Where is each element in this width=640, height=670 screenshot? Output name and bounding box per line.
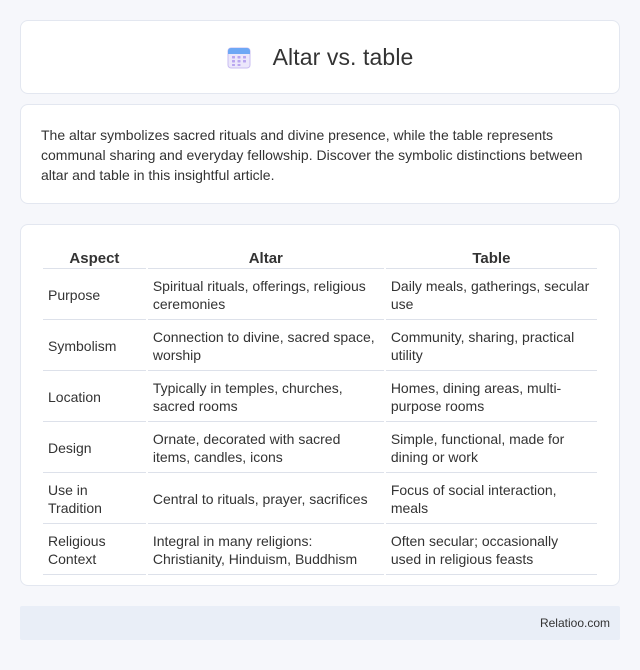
header-table: Table	[386, 247, 597, 269]
cell-altar: Central to rituals, prayer, sacrifices	[148, 475, 384, 524]
table-row	[43, 475, 597, 524]
cell-table: Often secular; occasionally used in religious feasts	[386, 526, 597, 575]
cell-altar: Spiritual rituals, offerings, religious ceremonies	[148, 271, 384, 320]
table-row	[43, 373, 597, 422]
cell-aspect: Use in Tradition	[43, 475, 146, 524]
header-altar: Altar	[148, 247, 384, 269]
table-row	[43, 271, 597, 320]
cell-altar: Connection to divine, sacred space, worship	[148, 322, 384, 371]
cell-table: Simple, functional, made for dining or work	[386, 424, 597, 473]
cell-altar: Ornate, decorated with sacred items, candles, icons	[148, 424, 384, 473]
comparison-table	[41, 245, 599, 577]
cell-aspect: Design	[43, 424, 146, 473]
cell-aspect: Location	[43, 373, 146, 422]
cell-table: Community, sharing, practical utility	[386, 322, 597, 371]
cell-altar: Typically in temples, churches, sacred rooms	[148, 373, 384, 422]
comparison-card	[20, 224, 620, 586]
calendar-icon	[227, 45, 251, 69]
cell-aspect: Purpose	[43, 271, 146, 320]
cell-aspect: Symbolism	[43, 322, 146, 371]
cell-table: Homes, dining areas, multi-purpose rooms	[386, 373, 597, 422]
cell-aspect: Religious Context	[43, 526, 146, 575]
footer-brand: Relatioo.com	[539, 616, 610, 630]
intro-card	[20, 104, 620, 204]
table-row	[43, 424, 597, 473]
cell-altar: Integral in many religions: Christianity, Hinduism, Buddhism	[148, 526, 384, 575]
page-title: Altar vs. table	[272, 43, 414, 70]
table-row	[43, 322, 597, 371]
title-card	[20, 20, 620, 94]
table-row	[43, 526, 597, 575]
cell-table: Focus of social interaction, meals	[386, 475, 597, 524]
header-aspect: Aspect	[43, 247, 146, 269]
footer	[20, 606, 620, 640]
table-header-row	[43, 247, 597, 269]
cell-table: Daily meals, gatherings, secular use	[386, 271, 597, 320]
intro-paragraph: The altar symbolizes sacred rituals and divine presence, while the table represents communal sharing and everyday fellowship. Discover the symbolic distinctions between altar and table in this insightful article.	[41, 127, 583, 183]
